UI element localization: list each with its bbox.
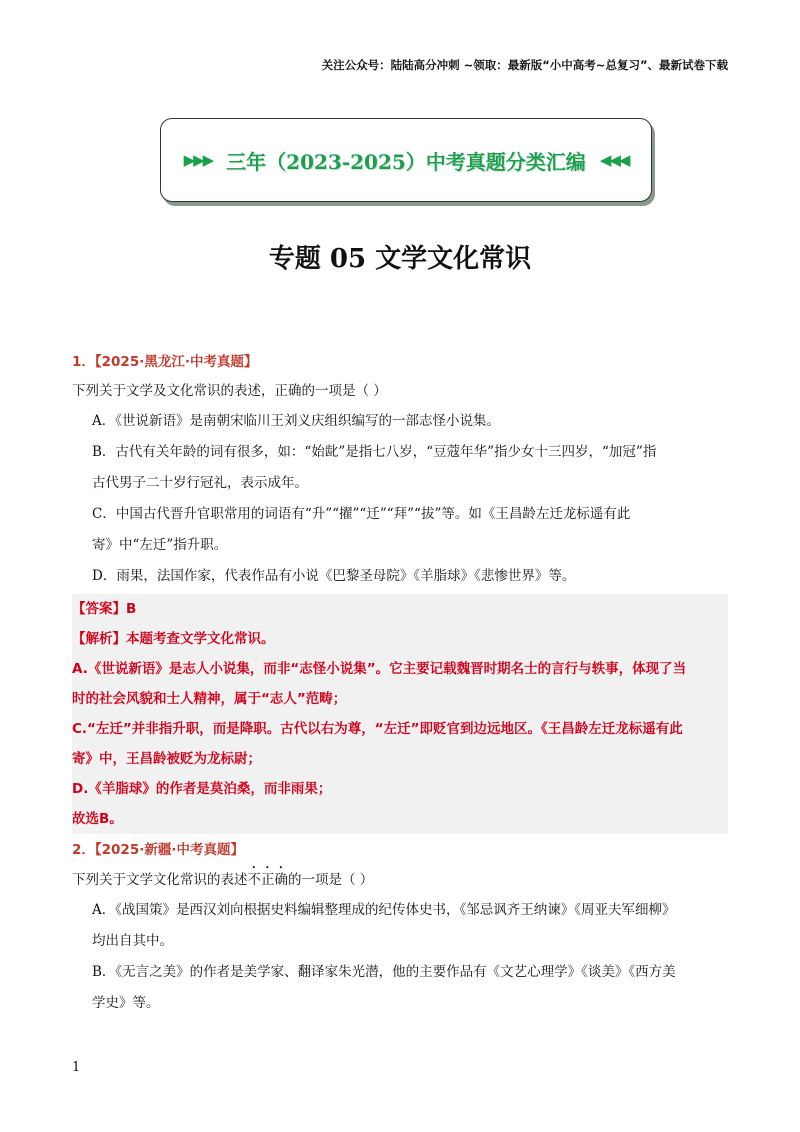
q1-analysis-conclusion: 故选B。 [72, 811, 123, 827]
banner-right-arrows-icon: ◀◀◀ [599, 151, 629, 169]
q2-stem-after: 的一项是（ ） [288, 872, 374, 888]
q1-answer-value: B [126, 601, 137, 617]
q1-option-a: A．《世说新语》是南朝宋临川王刘义庆组织编写的一部志怪小说集。 [92, 413, 500, 429]
q1-analysis-line: C.“左迁”并非指升职，而是降职。古代以右为尊，“左迁”即贬官到边远地区。《王昌龄左迁龙标遥有此 [72, 721, 683, 737]
q2-option-a: A．《战国策》是西汉刘向根据史料编辑整理成的纪传体史书，《邹忌讽齐王纳谏》《周亚夫军细柳》 [92, 902, 676, 918]
q1-option-c-cont: 寄》中“左迁”指升职。 [92, 537, 228, 553]
q2-option-b-cont: 学史》等。 [92, 995, 160, 1011]
header-note: 关注公众号：陆陆高分冲刺 ~领取：最新版“小中高考~总复习”、最新试卷下载 [321, 58, 728, 72]
question-2-heading: 2．【2025·新疆·中考真题】 [72, 842, 244, 858]
question-2-stem [72, 864, 728, 895]
q1-option-c: C．中国古代晋升官职常用的词语有“升”“擢”“迁”“拜”“拔”等。如《王昌龄左迁龙标遥有此 [92, 506, 631, 522]
q1-answer-label: 【答案】 [72, 601, 126, 617]
q2-option-a-cont: 均出自其中。 [92, 933, 173, 949]
q2-option-b: B．《无言之美》的作者是美学家、翻译家朱光潜，他的主要作品有《文艺心理学》《谈美》《西方美 [92, 964, 676, 980]
question-content [72, 348, 728, 1019]
q1-analysis-line: 时的社会风貌和士人精神，属于“志人”范畴； [72, 691, 347, 707]
q1-option-d: D．雨果，法国作家，代表作品有小说《巴黎圣母院》《羊脂球》《悲惨世界》等。 [92, 568, 576, 584]
q1-answer [72, 594, 728, 624]
series-banner [160, 118, 652, 202]
q2-stem-before: 下列关于文学文化常识的表述 [72, 872, 248, 888]
document-title: 专题 05 文学文化常识 [268, 244, 532, 274]
banner-title: 三年（2023-2025）中考真题分类汇编 [226, 149, 586, 174]
q1-option-b-cont: 古代男子二十岁行冠礼，表示成年。 [92, 475, 308, 491]
q1-analysis-line: 寄》中，王昌龄被贬为龙标尉； [72, 751, 261, 767]
page-number: 1 [72, 1060, 81, 1075]
banner-left-arrows-icon: ▶▶▶ [183, 151, 213, 169]
question-1-heading: 1．【2025·黑龙江·中考真题】 [72, 354, 258, 370]
q1-analysis-intro: 【解析】本题考查文学文化常识。 [72, 631, 275, 647]
q1-option-b: B．古代有关年龄的词有很多，如：“始龀”是指七八岁，“豆蔻年华”指少女十三四岁，“加冠”指 [92, 444, 657, 460]
q1-analysis-line: A.《世说新语》是志人小说集，而非“志怪小说集”。它主要记载魏晋时期名士的言行与轶事，体现了当 [72, 661, 687, 677]
q1-answer-box [72, 594, 728, 834]
question-1-stem: 下列关于文学及文化常识的表述，正确的一项是（ ） [72, 383, 387, 399]
q2-stem-emphasis: 不正确 [247, 872, 288, 888]
q1-analysis-line: D.《羊脂球》的作者是莫泊桑，而非雨果； [72, 781, 332, 797]
